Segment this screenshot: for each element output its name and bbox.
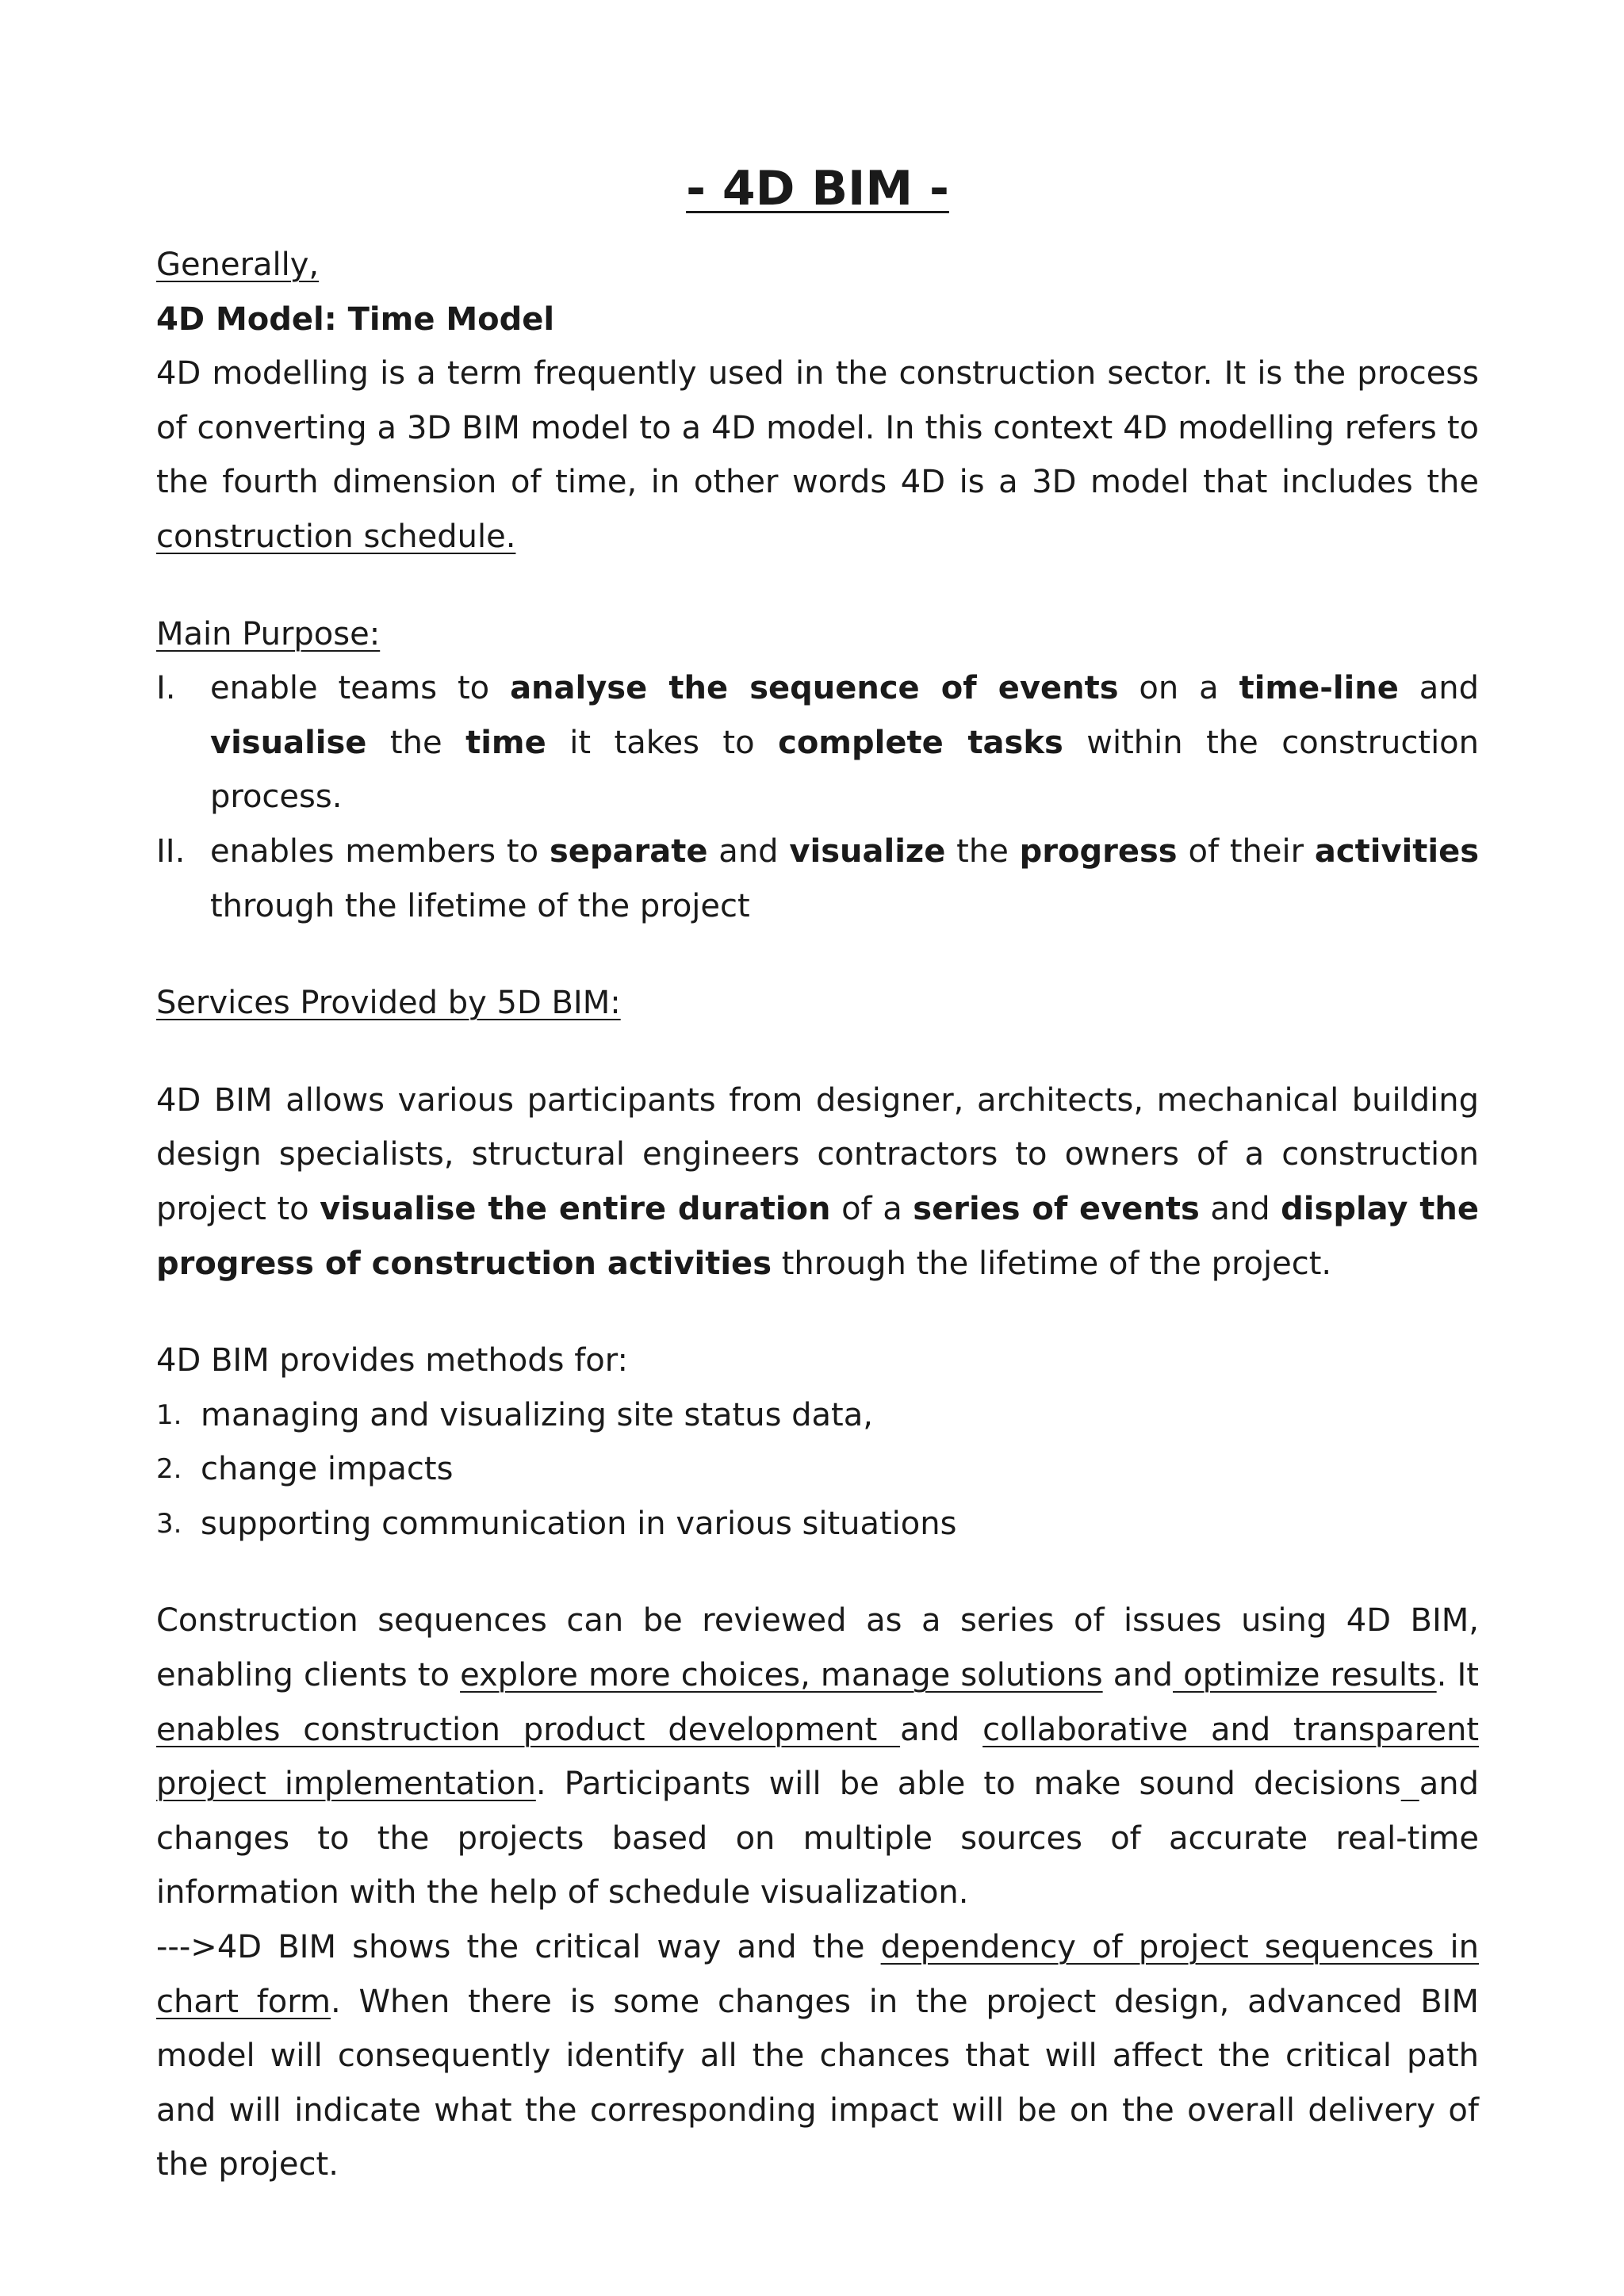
underlined-run: enables construction product development [156,1711,901,1748]
purpose-item-2 [156,825,1479,933]
bold-run: analyse the sequence of events [510,670,1119,707]
construction-schedule-text: construction schedule. [156,518,516,555]
text-run: . It [1436,1657,1479,1694]
text-run: of their [1177,832,1315,870]
text-run: and [707,832,790,870]
text-run: . Participants will be able to make sound decisions [535,1766,1401,1803]
intro-text: 4D modelling is a term frequently used in the construction sector. It is the process of converting a 3D BIM model to a 4D model. In this context 4D modelling refers to the fourth dimension of time, in other words 4D is a 3D model that includes the [156,355,1479,501]
section-label-generally [156,238,1479,293]
method-item-text: managing and visualizing site status data, [201,1396,873,1433]
list-marker: II. [156,832,186,870]
bold-run: time-line [1239,670,1399,707]
services-heading-row [156,976,1479,1031]
main-purpose-heading-row [156,607,1479,662]
list-marker: I. [156,670,176,707]
bold-run: complete tasks [778,724,1063,761]
underlined-run: explore more choices, manage solutions [460,1657,1103,1694]
text-run: it takes to [546,724,779,761]
document-page [156,151,1479,2192]
purpose-item-text [210,825,1479,933]
text-run: and [1102,1657,1174,1694]
method-item-text: supporting communication in various situations [201,1505,957,1542]
page-title: - 4D BIM - [686,161,949,216]
text-run: the [366,724,466,761]
methods-intro: 4D BIM provides methods for: [156,1342,628,1380]
method-item-3 [156,1497,1479,1552]
spacer [156,564,1479,607]
text-run: within the construction process. [210,724,1480,816]
method-item-1 [156,1388,1479,1443]
spacer [156,1291,1479,1334]
spacer [156,1551,1479,1594]
purpose-item-1 [156,661,1479,825]
text-run: the [945,832,1020,870]
intro-paragraph [156,346,1479,564]
critical-path-paragraph [156,1920,1479,2192]
spacer [156,933,1479,976]
text-run: of a [830,1190,914,1227]
text-run: enable teams to [210,670,511,707]
text-run: and [900,1711,983,1748]
text-run: and changes to the projects based on multiple sources of accurate real-time information with the help of schedule visualization. [156,1766,1479,1911]
list-marker: 3. [156,1507,182,1540]
bold-run: display the progress of construction activities [156,1190,1480,1282]
services-paragraph [156,1073,1479,1291]
generally-label: Generally, [156,247,320,283]
list-marker: 2. [156,1453,182,1486]
text-run: --->4D BIM shows the critical way and the [156,1929,881,1966]
text-run: enables members to [210,832,550,870]
text-run: . When there is some changes in the project design, advanced BIM model will consequently identify all the chances that will affect the critical path and will indicate what the corresponding impact will be on the overall delivery of the project. [156,1983,1479,2183]
list-marker: 1. [156,1399,182,1431]
text-run: Construction sequences can be reviewed as a series of issues using 4D BIM, enabling clients to [156,1602,1479,1694]
spacer [156,1031,1479,1073]
text-run: and [1199,1190,1281,1227]
bold-run: time [465,724,546,761]
underlined-run: optimize results [1173,1657,1437,1694]
bold-run: series of events [913,1190,1200,1227]
time-model-heading: 4D Model: Time Model [156,300,555,338]
bold-run: progress [1019,832,1178,870]
construction-paragraph [156,1594,1479,1920]
bold-run: visualize [789,832,946,870]
method-item-2 [156,1442,1479,1497]
services-heading: Services Provided by 5D BIM: [156,985,621,1022]
underlined-run [1401,1766,1419,1802]
bold-run: activities [1314,832,1480,870]
bold-run: separate [549,832,708,870]
text-run: through the lifetime of the project. [772,1245,1332,1282]
text-run: 4D BIM allows various participants from designer, architects, mechanical building design specialists, structural engineers contractors to owners of a construction project to [156,1081,1479,1227]
underlined-run: collaborative and transparent project implementation [156,1711,1479,1803]
text-run: and [1398,670,1480,707]
method-item-text: change impacts [201,1451,454,1488]
purpose-item-text [210,661,1479,825]
text-run: through the lifetime of the project [210,887,750,924]
main-purpose-heading: Main Purpose: [156,615,381,652]
underlined-run: dependency of project sequences in chart form [156,1929,1479,2020]
text-run: on a [1118,670,1239,707]
bold-run: visualise the entire duration [320,1190,831,1227]
bold-run: visualise [210,724,367,761]
